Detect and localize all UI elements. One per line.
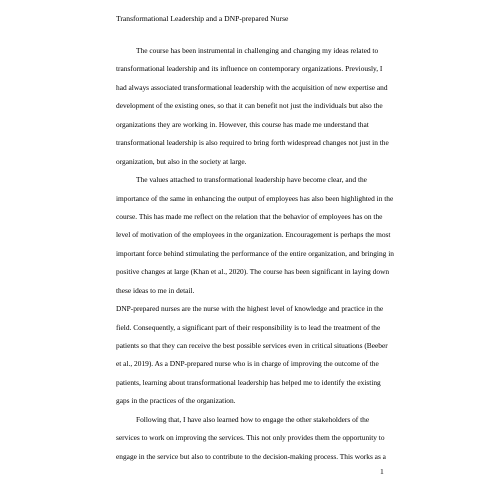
text-line: level of motivation of the employees in the organization. Encouragement is perhaps the most bbox=[116, 230, 391, 240]
paragraph bbox=[116, 171, 394, 300]
text-line: transformational leadership is also required to bring forth widespread changes not just in the bbox=[116, 138, 389, 148]
text-line: patients, learning about transformational leadership has helped me to identify the existing bbox=[116, 377, 381, 387]
running-header: Transformational Leadership and a DNP-prepared Nurse bbox=[116, 14, 289, 23]
text-line: organization, but also in the society at large. bbox=[116, 156, 247, 166]
text-line: these ideas to me in detail. bbox=[116, 285, 195, 295]
text-line: positive changes at large (Khan et al., 2020). The course has been significant in laying down bbox=[116, 267, 390, 277]
text-line: patients so that they can receive the best possible services even in critical situations (Beeber bbox=[116, 341, 388, 350]
text-line: et al., 2019). As a DNP-prepared nurse who is in charge of improving the outcome of the bbox=[116, 359, 379, 369]
paragraph bbox=[116, 42, 389, 171]
text-line: had always associated transformational leadership with the acquisition of new expertise and bbox=[116, 82, 388, 92]
text-line: important force behind stimulating the performance of the entire organization, and bringing in bbox=[116, 248, 394, 258]
page-number: 1 bbox=[380, 467, 384, 476]
text-line: engage in the service but also to contribute to the decision-making process. This works as a bbox=[116, 451, 386, 461]
text-line: development of the existing ones, so that it can benefit not just the individuals but also the bbox=[116, 101, 383, 111]
text-line: transformational leadership and its influence on contemporary organizations. Previously, I bbox=[116, 64, 383, 74]
text-line: Following that, I have also learned how to engage the other stakeholders of the bbox=[136, 414, 370, 424]
text-line: gaps in the practices of the organization. bbox=[116, 396, 236, 406]
text-line: organizations they are working in. However, this course has made me understand that bbox=[116, 119, 369, 129]
text-line: The course has been instrumental in challenging and changing my ideas related to bbox=[136, 46, 379, 55]
text-line: DNP-prepared nurses are the nurse with the highest level of knowledge and practice in the bbox=[116, 304, 384, 314]
text-line: The values attached to transformational leadership have become clear, and the bbox=[136, 175, 367, 185]
text-line: field. Consequently, a significant part of their responsibility is to lead the treatment of the bbox=[116, 322, 381, 332]
text-line: course. This has made me reflect on the relation that the behavior of employees has on the bbox=[116, 211, 383, 221]
document-body bbox=[116, 42, 394, 466]
text-line: importance of the same in enhancing the output of employees has also been highlighted in the bbox=[116, 193, 394, 203]
text-line: services to work on improving the services. This not only provides them the opportunity to bbox=[116, 433, 385, 443]
paragraph bbox=[116, 411, 386, 466]
paragraph bbox=[116, 300, 386, 411]
